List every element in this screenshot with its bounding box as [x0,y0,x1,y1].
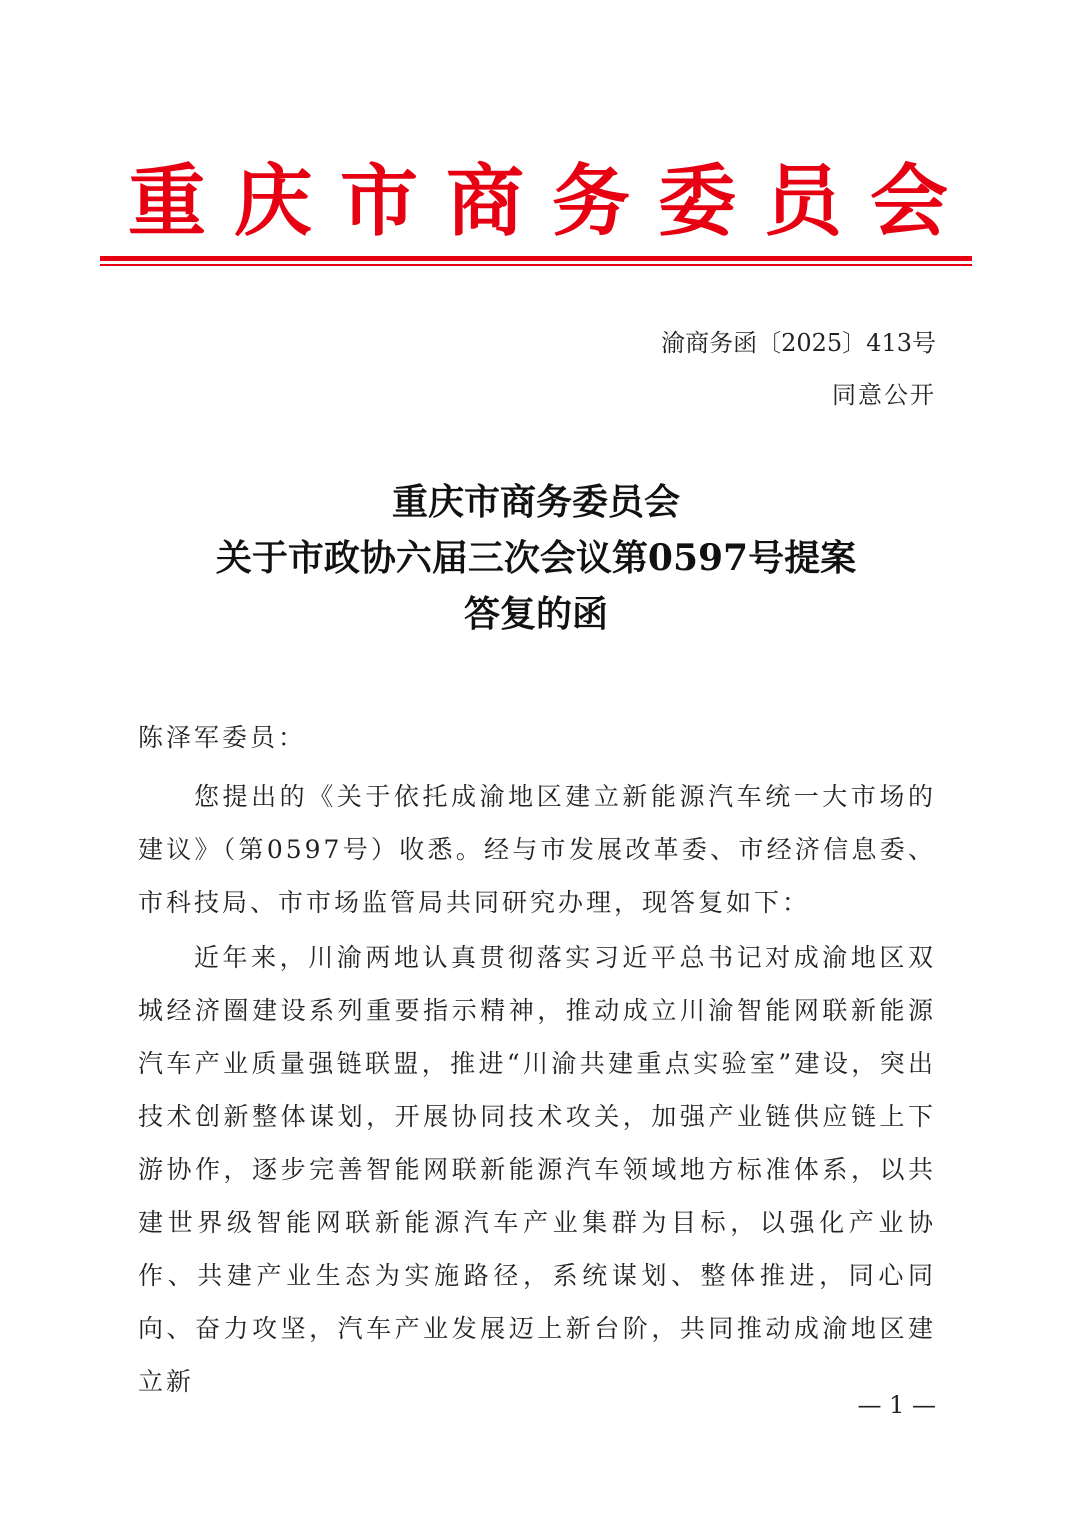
body-paragraph-2: 近年来，川渝两地认真贯彻落实习近平总书记对成渝地区双城经济圈建设系列重要指示精神，推动成立川渝智能网联新能源汽车产业质量强链联盟，推进“川渝共建重点实验室”建设，突出技术创新整体谋划，开展协同技术攻关，加强产业链供应链上下游协作，逐步完善智能网联新能源汽车领域地方标准体系，以共建世界级智能网联新能源汽车产业集群为目标，以强化产业协作、共建产业生态为实施路径，系统谋划、整体推进，同心同向、奋力攻坚，汽车产业发展迈上新台阶，共同推动成渝地区建立新 [138,943,936,1396]
title-line-2: 关于市政协六届三次会议第0597号提案 [215,537,857,579]
body-paragraph-1: 您提出的《关于依托成渝地区建立新能源汽车统一大市场的建议》（第0597号）收悉。经与市发展改革委、市经济信息委、市科技局、市市场监管局共同研究办理，现答复如下： [138,782,936,917]
title-line-1: 重庆市商务委员会 [391,481,680,523]
disclosure-status: 同意公开 [832,381,936,409]
title-line-3: 答复的函 [463,593,608,635]
masthead-organization: 重庆市商务委员会 [128,156,977,247]
document-title [100,474,972,642]
salutation: 陈泽军委员： [138,723,307,752]
page-number: — 1 — [857,1391,936,1419]
masthead-rule-thin [100,264,972,266]
document-number: 渝商务函〔2025〕413号 [661,329,936,357]
masthead-rule-thick [100,256,972,261]
